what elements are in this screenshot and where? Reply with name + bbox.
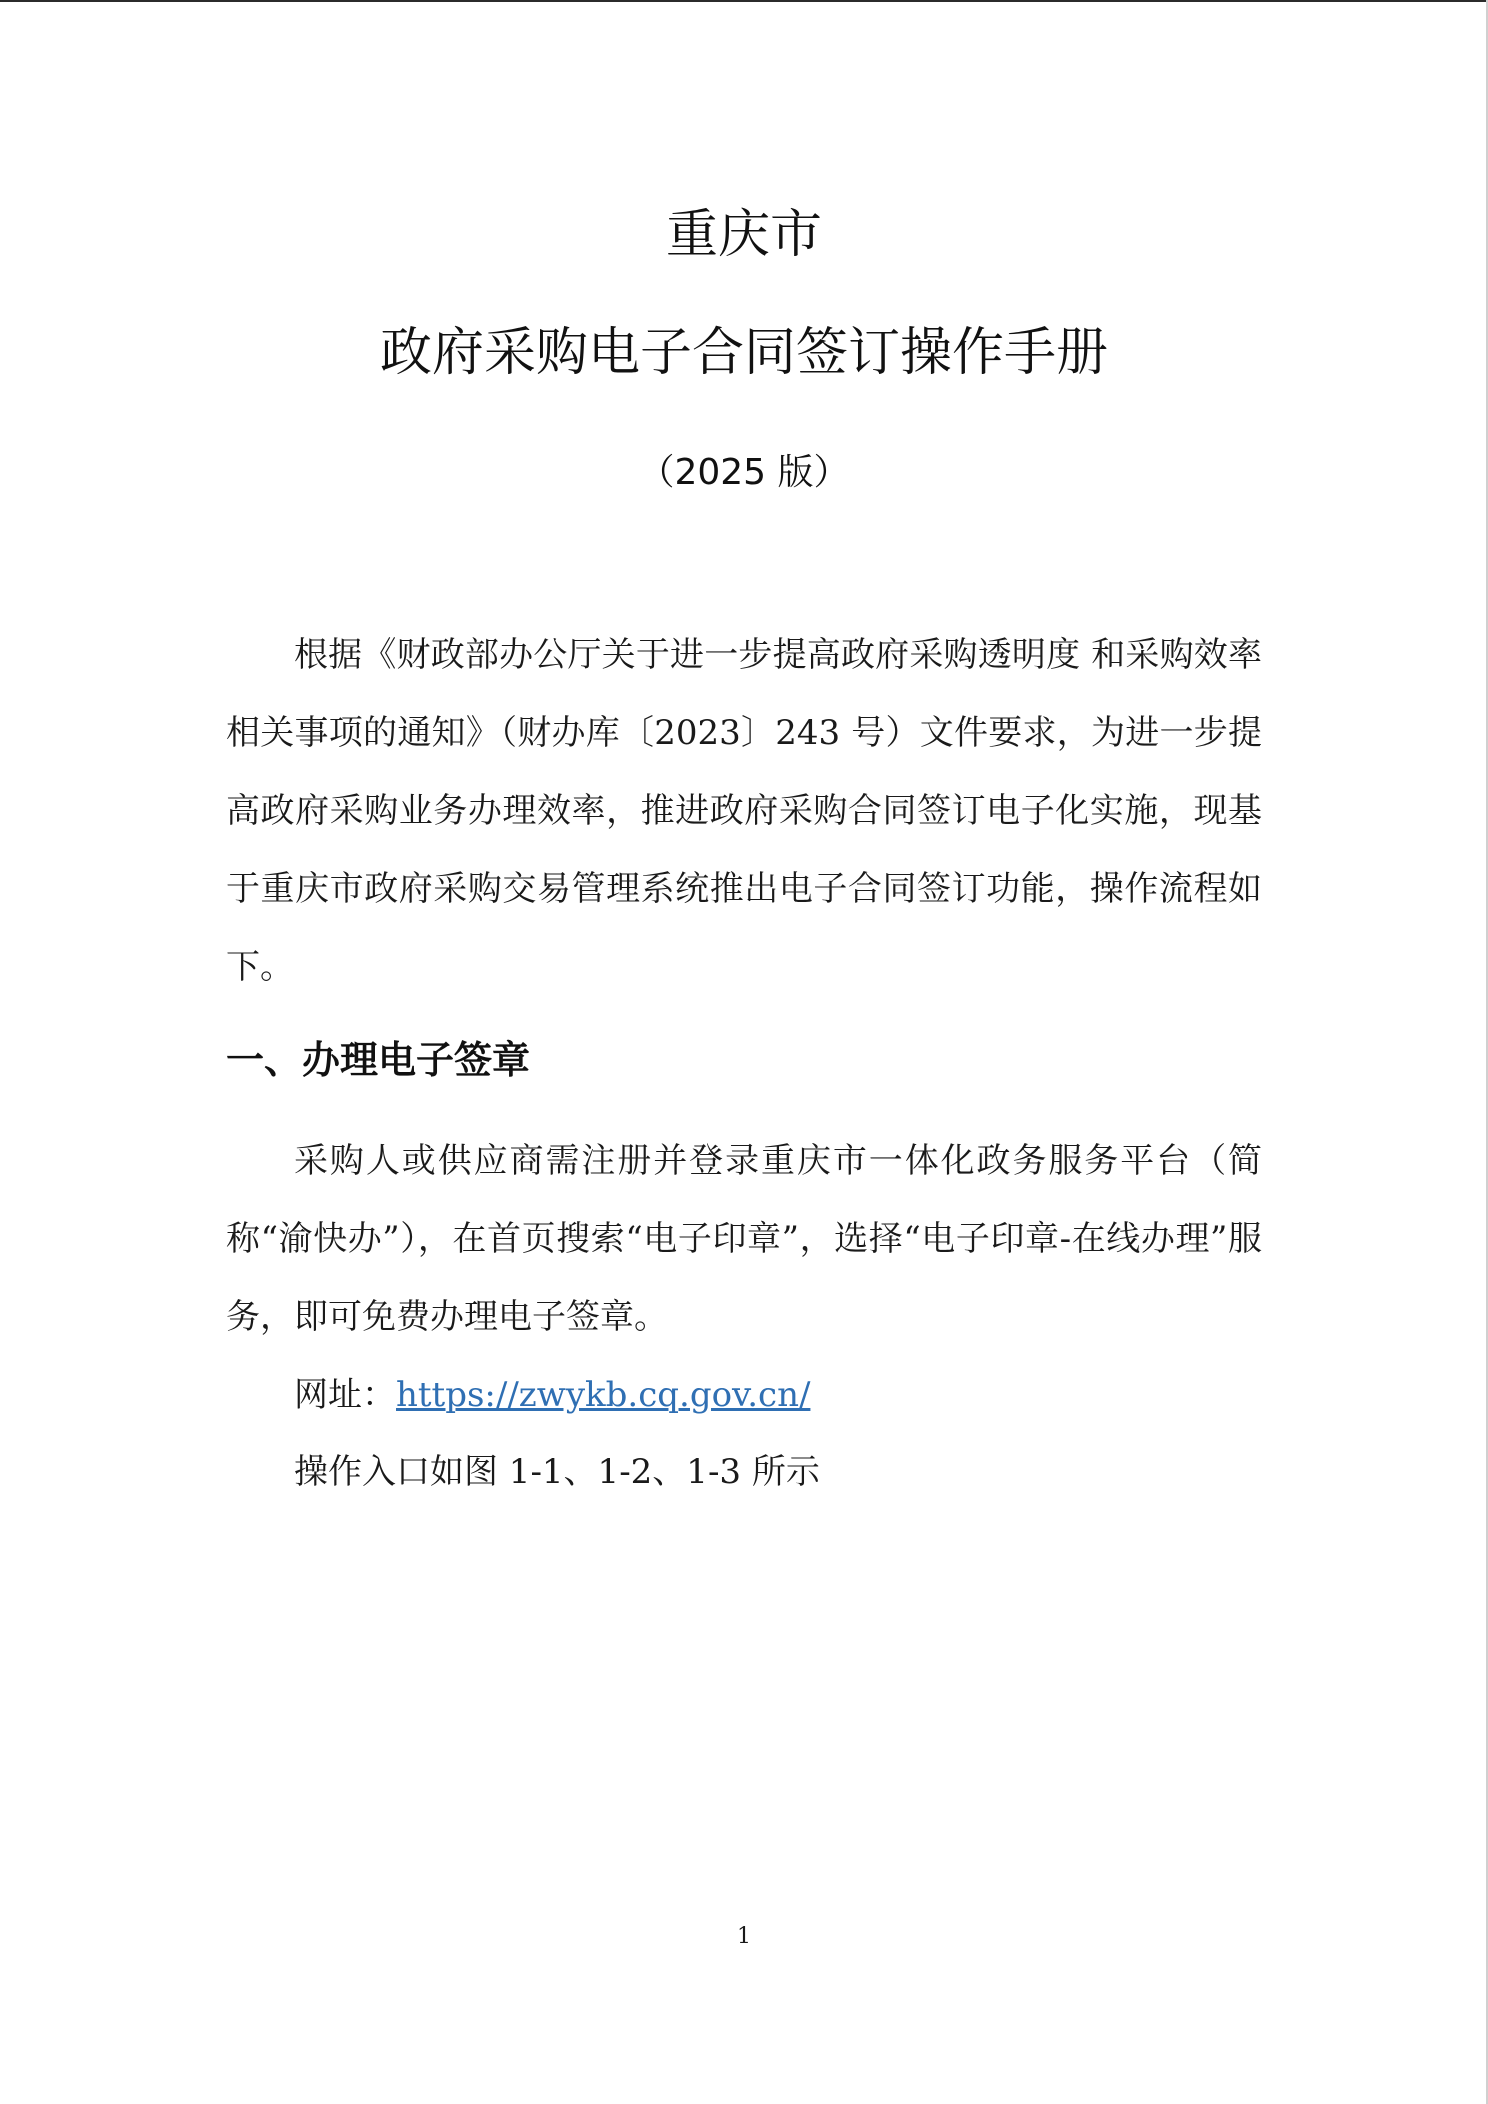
intro-paragraph: 根据《财政部办公厅关于进一步提高政府采购透明度 和采购效率相关事项的通知》（财办库〔2023〕243 号）文件要求，为进一步提高政府采购业务办理效率，推进政府采购合同签订电子化实施，现基于重庆市政府采购交易管理系统推出电子合同签订功能，操作流程如下。 <box>226 635 1262 987</box>
top-border <box>0 0 1488 2</box>
edition-label: （2025 版） <box>638 452 850 493</box>
document-title-line1: 重庆市 <box>665 205 822 265</box>
url-link[interactable]: https://zwykb.cq.gov.cn/ <box>396 1375 811 1415</box>
document-title-line2: 政府采购电子合同签订操作手册 <box>379 323 1108 383</box>
url-line <box>294 1370 810 1420</box>
url-label: 网址： <box>294 1375 396 1415</box>
section-paragraph-block <box>226 1122 1262 1356</box>
section-paragraph: 采购人或供应商需注册并登录重庆市一体化政务服务平台（简称“渝快办”），在首页搜索“电子印章”，选择“电子印章-在线办理”服务，即可免费办理电子签章。 <box>226 1141 1262 1337</box>
page-number: 1 <box>737 1924 751 1949</box>
entry-instruction: 操作入口如图 1-1、1-2、1-3 所示 <box>294 1452 820 1492</box>
intro-paragraph-block <box>226 616 1262 1006</box>
section-heading: 一、办理电子签章 <box>226 1038 531 1082</box>
